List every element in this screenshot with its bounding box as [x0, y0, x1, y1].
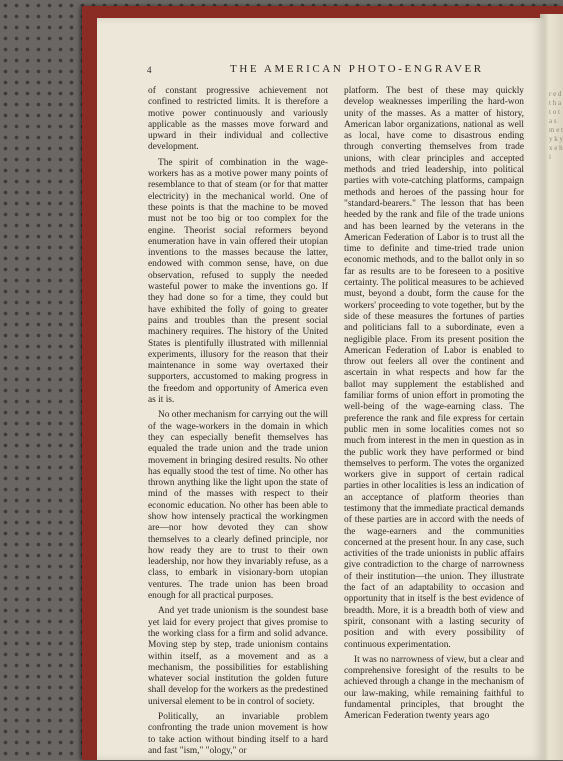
page-header — [110, 62, 540, 76]
paragraph: Politically, an invariable problem confronting the trade union movement is how to take action without binding itself to a hard and fast "ism," "ology," or — [148, 712, 328, 756]
paragraph: It was no narrowness of view, but a clear and comprehensive foresight of the results to be achieved through a change in the mechanism of our law-making, while remaining faithful to fundamental principles, that brought the American Federation twenty years ago — [344, 654, 524, 722]
facing-page-text: r e d t h a t o t a s m e t y k y x e h i — [549, 90, 563, 161]
left-column — [148, 86, 328, 761]
page-number: 4 — [147, 65, 152, 75]
paragraph: The spirit of combination in the wage-workers has as a motive power many points of resemblance to that of steam (or for that matter electricity) in the mechanical world. One of these points is that the machine to be moved must not be too big or too complex for the engine. Theorist social reformers beyond enumeration have in vain offered their utopian inventions to the masses because the latter, endowed with common sense, have, on due observation, refused to supply the needed wasteful power to make the inventions go. If they had done so for a time, they could but have exhibited the folly of going to greater pains and troubles than the present social machinery requires. The history of the United States is plentifully illustrated with millennial experiments, illusory for the reason that their maintenance in some way overtaxed their supporters, accustomed to making progress in the freedom and opportunity of America even as it is. — [148, 157, 328, 406]
paragraph: No other mechanism for carrying out the will of the wage-workers in the domain in which they can especially benefit themselves has equaled the trade union and the trade union movement in bringing desired results. No other has equally stood the test of time. No other has thrown anything like the light upon the state of mind of the masses with respect to their economic education. No other has been able to show how intensely practical the workingmen are—nor how devoted they can show themselves to a clearly defined principle, nor how ready they are to trust to their own leadership, nor how they invariably refuse, as a class, to embark in visionary-born utopian ventures. The trade union has been broad enough for all practical purposes. — [148, 410, 329, 602]
right-column — [344, 86, 524, 727]
paragraph: of constant progressive achievement not confined to restricted limits. It is therefore a motive power continuously and variously applicable as the masses move forward and upward in their individual and collective development. — [148, 86, 328, 153]
paragraph: platform. The best of these may quickly develop weaknesses imperiling the hard-won unity of the masses. As a matter of history, American labor organizations, national as well as local, have come to disastrous ending through converting themselves from trade unions, with clear principles and accepted methods and tried leadership, into political parties with vote-catching platforms, campaign methods and heroes of the passing hour for "standard-bearers." The lesson that has been heeded by the rank and file of the trade unions and has been learned by the veterans in the American Federation of Labor is to trust all the time to definite and time-tried trade union economic methods, and to the ballot only in so far as results are to be foreseen to a positive certainty. The political measures to be achieved must, beyond a doubt, form the cause for the workers' proceeding to vote together, but by the side of these measures the fortunes of parties and politicians fall to a subordinate, even a negligible place. From its present position the American Federation of Labor is enabled to throw out feelers all over the continent and ascertain in what respects and how far the ballot may supplement the established and familiar forms of union effort in promoting the well-being of the wage-earning class. The preference the rank and file express for certain public men in some localities comes not so much from interest in the men in question as in the public work they have performed or bind themselves to perform. The votes the organized workers give in support of certain radical parties in other localities is less an indication of an acceptance of platform theories than testimony that the immediate practical demands of these parties are in accord with the needs of the wage-earners and the communities concerned at the present hour. In any case, such activities of the trade unionists in public affairs give contradiction to the charge of narrowness of their institution—the union. They illustrate the fact of an adaptability to occasion and opportunity that in itself is the best evidence of breadth. More, it is a breadth both of view and spirit, consonant with a lasting security of position and with every possibility of continuous experimentation. — [344, 86, 524, 650]
running-head: THE AMERICAN PHOTO-ENGRAVER — [230, 63, 484, 75]
paragraph: And yet trade unionism is the soundest base yet laid for every project that gives promise to the working class for a firm and solid advance. Moving step by step, trade unionism contains within itself, as a movement and as a mechanism, the possibilities for establishing whatever social institution the golden future shall develop for the workers as the predestined universal element to be in control of society. — [148, 606, 328, 707]
